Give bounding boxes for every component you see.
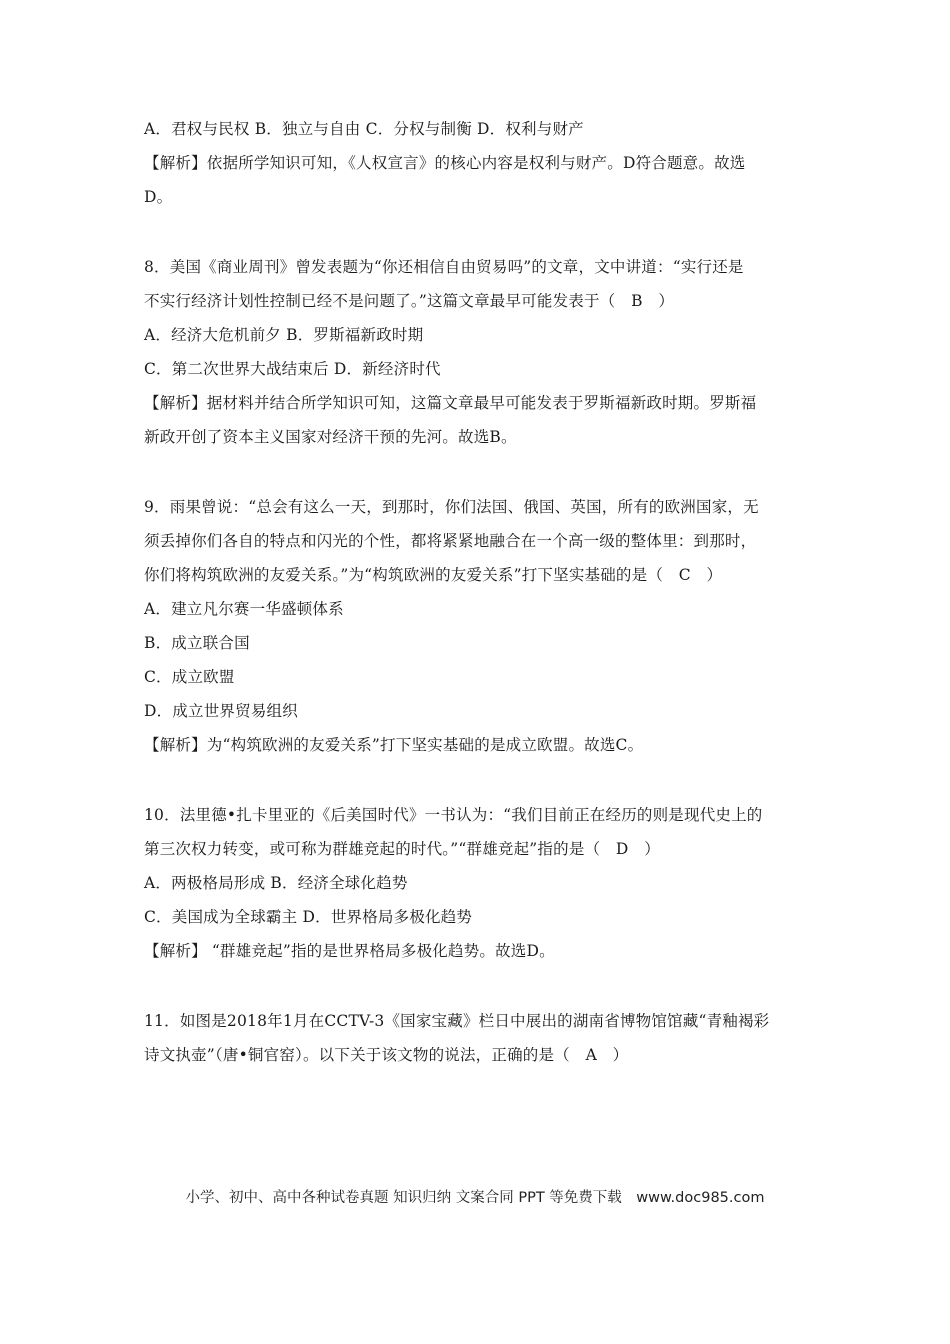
q8-stem-line-2: 不实行经济计划性控制已经不是问题了。”这篇文章最早可能发表于（ B ） <box>144 292 675 310</box>
q10-stem-line-1: 10．法里德•扎卡里亚的《后美国时代》一书认为：“我们目前正在经历的则是现代史上的 <box>144 806 763 824</box>
spacer <box>144 454 814 490</box>
q10-options-cd: C．美国成为全球霸主 D．世界格局多极化趋势 <box>144 908 473 926</box>
document-body <box>144 112 814 1072</box>
q8-options-ab: A．经济大危机前夕 B．罗斯福新政时期 <box>144 326 424 344</box>
q9-stem-line-1: 9．雨果曾说：“总会有这么一天，到那时，你们法国、俄国、英国，所有的欧洲国家，无 <box>144 498 759 516</box>
q9-stem-line-3: 你们将构筑欧洲的友爱关系。”为“构筑欧洲的友爱关系”打下坚实基础的是（ C ） <box>144 566 723 584</box>
spacer <box>144 214 814 250</box>
q11-stem-line-2: 诗文执壶”（唐•铜官窑）。以下关于该文物的说法，正确的是（ A ） <box>144 1046 629 1064</box>
spacer <box>144 968 814 1004</box>
q10-options-ab: A．两极格局形成 B．经济全球化趋势 <box>144 874 408 892</box>
q9-option-d: D．成立世界贸易组织 <box>144 702 298 720</box>
spacer <box>144 762 814 798</box>
q8-analysis-line-1: 【解析】据材料并结合所学知识可知，这篇文章最早可能发表于罗斯福新政时期。罗斯福 <box>144 394 757 412</box>
q7-options: A．君权与民权 B．独立与自由 C．分权与制衡 D．权利与财产 <box>144 120 584 138</box>
q8-options-cd: C．第二次世界大战结束后 D．新经济时代 <box>144 360 441 378</box>
q9-option-c: C．成立欧盟 <box>144 668 235 686</box>
q7-analysis-line-2: D。 <box>144 188 173 206</box>
q10-analysis: 【解析】 “群雄竞起”指的是世界格局多极化趋势。故选D。 <box>144 942 555 960</box>
q9-analysis: 【解析】为“构筑欧洲的友爱关系”打下坚实基础的是成立欧盟。故选C。 <box>144 736 644 754</box>
q10-stem-line-2: 第三次权力转变，或可称为群雄竞起的时代。”“群雄竞起”指的是（ D ） <box>144 840 660 858</box>
q11-stem-line-1: 11．如图是2018年1月在CCTV-3《国家宝藏》栏日中展出的湖南省博物馆馆藏“青釉褐彩 <box>144 1012 770 1030</box>
q9-option-b: B．成立联合国 <box>144 634 250 652</box>
q8-stem-line-1: 8．美国《商业周刊》曾发表题为“你还相信自由贸易吗”的文章，文中讲道：“实行还是 <box>144 258 744 276</box>
q7-analysis-line-1: 【解析】依据所学知识可知，《人权宣言》的核心内容是权利与财产。D符合题意。故选 <box>144 154 746 172</box>
q8-analysis-line-2: 新政开创了资本主义国家对经济干预的先河。故选B。 <box>144 428 517 446</box>
q9-option-a: A．建立凡尔赛一华盛顿体系 <box>144 600 344 618</box>
q9-stem-line-2: 须丢掉你们各自的特点和闪光的个性，都将紧紧地融合在一个高一级的整体里：到那时， <box>144 532 757 550</box>
page-footer: 小学、初中、高中各种试卷真题 知识归纳 文案合同 PPT 等免费下载 www.doc985.com <box>185 1190 765 1206</box>
